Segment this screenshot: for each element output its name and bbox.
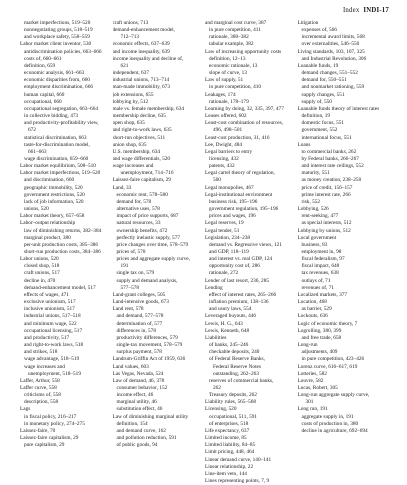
index-subentry: craft unions, 517	[24, 270, 60, 277]
index-column-2	[113, 20, 206, 476]
index-column-1	[20, 20, 113, 476]
index-subentry: and demand, 577–578	[116, 313, 164, 320]
index-entry: Linear relationship, 22	[205, 463, 254, 470]
index-entry: Lending	[205, 284, 223, 291]
index-entry: Line-item veto, 144	[205, 470, 247, 477]
index-subentry: reserves of commercial banks,	[209, 377, 274, 384]
index-entry: Leases offered, 602	[205, 113, 247, 120]
index-entry: Laissez-faire capitalism, 29	[112, 177, 171, 184]
index-entry: Leveraged buyouts, 446	[205, 313, 257, 320]
index-entry: Legal-institutional environment	[205, 191, 273, 198]
index-subentry: as barrier, 529	[301, 306, 332, 313]
index-subentry: 577–578	[120, 284, 140, 291]
index-subentry: in monetary policy, 274–275	[24, 420, 85, 427]
index-entry: industrial unions, 713–714	[112, 77, 170, 84]
index-subentry: single-tax movement, 578–579	[116, 342, 183, 349]
index-entry: Local government	[297, 234, 337, 241]
index-subentry: of Federal Reserve Banks,	[209, 356, 265, 363]
index-subentry: fiscal federalism, 97	[301, 256, 345, 263]
index-subentry: adjustments, 409	[301, 349, 338, 356]
index-entry: Legal reserves, 19	[205, 220, 244, 227]
index-entry: Land rent, 578	[112, 306, 144, 313]
index-subentry: maturity, 551	[301, 170, 330, 177]
index-entry: Labor–output relationship	[20, 220, 76, 227]
index-entry: male vs. female membership, 634	[112, 105, 184, 112]
index-subentry: description, 558	[24, 399, 59, 406]
index-entry: Linear demand curve, 140–141	[205, 456, 272, 463]
index-subentry: market imperfections, 519–520	[24, 20, 91, 26]
index-subentry: and discrimination, 660	[24, 177, 75, 184]
index-entry: Labor unions, 520	[20, 256, 59, 263]
index-subentry: economic disparities from, 660	[24, 77, 90, 84]
index-subentry: of public goods, 94	[116, 442, 158, 449]
index-subentry: and workplace safety, 558–559	[24, 34, 90, 41]
index-subentry: occupational, 511, 591	[209, 413, 258, 420]
index-subentry: to commercial banks, 262	[301, 148, 357, 155]
index-subentry: and minimum wage, 522	[24, 320, 77, 327]
index-subentry: government restrictions, 520	[24, 191, 85, 198]
index-entry: Litigation	[297, 20, 319, 26]
page-number: INDI-17	[363, 7, 389, 14]
index-subentry: taste-for-discrimination model,	[24, 141, 90, 148]
index-subentry: in pure competition, 410	[209, 84, 262, 91]
index-subentry: supply and demand analysis,	[116, 277, 178, 284]
index-entry: Life expectancy, 637	[205, 427, 250, 434]
index-entry: man-made immobility, 673	[112, 84, 170, 91]
index-subentry: occupational segregation, 663–664	[24, 105, 98, 112]
index-subentry: statistical discrimination, 663	[24, 134, 87, 141]
index-entry: Limited income, 85	[205, 435, 247, 442]
index-entry: Limited liability, 84–85	[205, 442, 256, 449]
index-subentry: closed shop, 518	[24, 263, 60, 270]
index-entry: job extensions, 655	[112, 91, 154, 98]
index-entry: union shop, 635	[112, 141, 147, 148]
index-entry: U.S. membership, 634	[112, 148, 161, 155]
index-subentry: productivity differences, 579	[116, 334, 178, 341]
index-entry: wage increases and	[112, 163, 154, 170]
index-subentry: in fiscal policy, 216–217	[24, 413, 77, 420]
index-subentry: prices of, 578	[116, 249, 146, 255]
index-entry: Logic of economic theory, 7	[297, 320, 358, 327]
index-subentry: occupational, 660	[24, 98, 62, 105]
index-entry: demand-enhancement model,	[112, 27, 175, 34]
index-entry: Lender of last resort, 236, 285	[205, 277, 269, 284]
index-subentry: tabular example, 382	[209, 41, 254, 48]
index-subentry: risk, 552	[301, 198, 321, 205]
index-entry: Law of demand, 46, 378	[112, 377, 165, 384]
index-entry: Lewis, Kenneth, 648	[205, 327, 250, 334]
index-subentry: domestic focus, 551	[301, 120, 345, 127]
index-entry: Law of diminishing marginal utility	[112, 413, 189, 420]
index-entry: Laissez-faire, 70	[20, 427, 56, 434]
index-entry: income inequality and decline of,	[112, 55, 184, 62]
index-subentry: occupational licensing, 517	[24, 327, 83, 334]
index-subentry: and demand curve, 162	[116, 427, 166, 434]
index-entry: Laffer, Arthur, 558	[20, 377, 60, 384]
index-entry: Liability rules, 565–568	[205, 399, 257, 406]
index-subentry: prices and aggregate supply curve,	[116, 256, 190, 263]
index-subentry: and nonmarket rationing, 559	[301, 84, 365, 91]
index-entry: Land-intensive goods, 673	[112, 299, 169, 306]
index-subentry: rationale, 272	[209, 270, 239, 277]
index-entry: lobbying by, 512	[112, 98, 149, 105]
index-subentry: geographic immobility, 520	[24, 184, 83, 191]
index-subentry: patents, 432	[209, 163, 235, 170]
index-column-3	[205, 20, 298, 484]
header-title: Index	[342, 7, 360, 14]
index-subentry: in pure competition, 423–426	[301, 356, 365, 363]
running-header	[343, 7, 389, 14]
index-subentry: economic rationale, 13	[209, 62, 258, 69]
index-entry: Long-run aggregate supply curve,	[297, 392, 370, 399]
index-subentry: of enterprises, 518	[209, 420, 249, 427]
index-entry: Logrolling, 380, 399	[297, 327, 342, 334]
index-entry: Las Vegas, Nevada, 524	[112, 370, 164, 377]
index-subentry: unions, 520	[24, 206, 49, 213]
index-subentry: definition, 154	[116, 420, 148, 427]
index-subentry: employment in, 98	[301, 249, 342, 255]
index-subentry: consumer behavior, 152	[116, 384, 168, 391]
index-subentry: wage increases and	[24, 363, 65, 370]
index-subentry: checkable deposits, 240	[209, 349, 260, 356]
index-subentry: price of credit, 156–157	[301, 184, 353, 191]
index-subentry: wage advantage, 518–519	[24, 356, 80, 363]
index-subentry: opportunity cost of, 286	[209, 263, 260, 270]
index-subentry: per-unit production costs, 385–386	[24, 241, 99, 248]
index-entry: economic effects, 637–639	[112, 41, 170, 48]
index-entry: and marginal cost curve, 387	[205, 20, 267, 26]
index-entry: Lines representing points, 7, 9	[205, 478, 270, 484]
index-subentry: alternative uses, 578	[116, 206, 160, 213]
index-subentry: economic analysis, 661–663	[24, 70, 85, 77]
index-subentry: and pollution reduction, 591	[116, 435, 177, 442]
index-subentry: effect of interest rates, 265–266	[209, 291, 277, 298]
index-subentry: prices and wages, 196	[209, 213, 256, 220]
index-entry: Licensing, 520	[205, 406, 237, 413]
index-entry: Loans	[297, 141, 311, 148]
index-subentry: 301	[305, 399, 314, 406]
index-subentry: definition, 19	[301, 113, 331, 120]
index-entry: Land-grant colleges, 505	[112, 291, 166, 298]
index-subentry: and productivity, 517	[24, 334, 70, 341]
index-subentry: business, 83	[301, 241, 328, 248]
index-entry: Law of supply, 51	[205, 77, 244, 84]
index-subentry: demand for, 550–551	[301, 77, 347, 84]
index-subentry: expenses of, 566	[301, 27, 337, 34]
index-entry: Limit pricing, 448, 464	[205, 449, 255, 456]
index-entry: Landrum-Griffin Act of 1959, 636	[112, 356, 186, 363]
index-entry: craft unions, 713	[112, 20, 149, 26]
index-entry: Loanable funds theory of interest rates	[297, 105, 380, 112]
index-subentry: Federal Reserve Notes	[213, 363, 261, 370]
index-entry: Lockouts, 636	[297, 313, 328, 320]
index-entry: Louvre, 582	[297, 377, 324, 384]
index-subentry: and strikes, 518	[24, 349, 58, 356]
index-subentry: supply changes, 551	[301, 91, 345, 98]
index-entry: open shop, 635	[112, 120, 145, 127]
index-subentry: fiscal impact, 648	[301, 263, 340, 270]
index-subentry: law of diminishing returns, 382–384	[24, 227, 102, 234]
index-subentry: exclusive unionism, 517	[24, 299, 76, 306]
index-subentry: incremental award limits, 568	[301, 34, 365, 41]
index-subentry: in collective bidding, 473	[24, 113, 79, 120]
index-subentry: 560	[213, 177, 221, 184]
index-subentry: economic rent, 578–580	[116, 191, 168, 198]
index-entry: Labor market theory, 657–658	[20, 213, 85, 220]
index-entry: Long-run	[297, 342, 318, 349]
index-subentry: differences in, 578	[116, 327, 156, 334]
index-entry: Laissez-faire capitalism, 29	[20, 435, 79, 442]
index-subentry: costs of, 660–661	[24, 55, 62, 62]
index-entry: Land, 33	[112, 184, 132, 191]
index-subentry: revenues of, 71	[301, 284, 335, 291]
index-entry: Long run, 191	[297, 406, 328, 413]
index-subentry: definition, 12–13	[209, 55, 246, 62]
index-subentry: rationale, 178–179	[209, 98, 249, 105]
index-subentry: surplus payment, 578	[116, 349, 162, 356]
index-subentry: 191	[120, 263, 129, 270]
index-subentry: unemployment, 518–519	[28, 370, 81, 377]
index-subentry: prime interest rate, 266	[301, 191, 351, 198]
index-subentry: of banks, 245–246	[209, 342, 249, 349]
index-subentry: decline in, 470	[24, 277, 56, 284]
index-subentry: aggregate supply in, 191	[301, 413, 354, 420]
index-subentry: effects of wages, 471	[24, 291, 69, 298]
index-subentry: over externalities, 546–550	[301, 41, 360, 48]
index-subentry: and GDP, 118–119	[209, 249, 249, 255]
index-subentry: 621	[120, 62, 129, 69]
index-entry: membership decline, 635	[112, 113, 166, 120]
index-subentry: and productivity-profitability view,	[24, 120, 99, 127]
index-subentry: 661–663	[28, 148, 47, 155]
index-subentry: impact of price supports, 687	[116, 213, 179, 220]
index-subentry: and free trade, 658	[301, 334, 342, 341]
index-subentry: outlays of, 71	[301, 277, 331, 284]
index-subentry: and interest vs. real GDP, 124	[209, 256, 273, 263]
index-subentry: decline in agriculture, 692–694	[301, 427, 368, 434]
index-entry: Land values, 603	[112, 363, 149, 370]
index-subentry: as money creation, 238–250	[301, 177, 362, 184]
index-subentry: wage discrimination, 659–660	[24, 155, 89, 162]
index-subentry: demand for, 578	[116, 198, 152, 205]
index-entry: Labor market equilibrium, 508–510	[20, 163, 96, 170]
index-subentry: ownership benefits, 472	[116, 227, 168, 234]
index-entry: Lewis, H. G., 643	[205, 320, 243, 327]
index-subentry: natural resources, 33	[116, 220, 161, 227]
index-subentry: 672	[28, 127, 36, 134]
index-entry: Learning by doing, 32, 335, 397, 477	[205, 105, 284, 112]
index-subentry: tax revenues, 638	[301, 270, 339, 277]
index-entry: Lags	[20, 406, 31, 413]
index-subentry: 496, 498–501	[213, 127, 243, 134]
index-entry: independent, 637	[112, 70, 149, 77]
index-subentry: pure capitalism, 29	[24, 442, 65, 449]
index-entry: Leakages, 174	[205, 91, 236, 98]
index-subentry: licensing, 432	[209, 155, 239, 162]
index-entry: Lotteries, 582	[297, 370, 327, 377]
index-subentry: demand vs. Regressive views, 121	[209, 241, 282, 248]
index-subentry: slope of curve, 13	[209, 70, 247, 77]
index-subentry: demand-enhancement model, 517	[24, 284, 96, 291]
index-entry: short-run objectives, 511	[112, 134, 166, 141]
index-entry: Law of increasing opportunity costs	[205, 48, 282, 55]
index-subentry: 262	[213, 384, 221, 391]
index-subentry: employment discrimination, 666	[24, 84, 93, 91]
index-subentry: human capital, 660	[24, 91, 65, 98]
index-subentry: rent-seeking, 477	[301, 213, 339, 220]
index-subentry: inflation premium, 138–136	[209, 299, 269, 306]
index-subentry: perfectly inelastic supply, 577	[116, 234, 180, 241]
index-subentry: and usury laws, 554	[209, 306, 252, 313]
index-subentry: definition, 659	[24, 62, 56, 69]
index-subentry: nonnegotiating groups, 518–519	[24, 27, 93, 34]
index-subentry: rationale, 380–382	[209, 34, 249, 41]
index-subentry: substitution effect, 46	[116, 406, 163, 413]
index-subentry: 712–713	[120, 34, 140, 41]
index-subentry: by Federal banks, 266–267	[301, 155, 359, 162]
index-entry: Labor market imperfections, 519–520	[20, 170, 101, 177]
index-subentry: determination of, 577	[116, 320, 163, 327]
index-subentry: price changes over time, 578–579	[116, 241, 189, 248]
index-column-4	[298, 20, 391, 476]
index-subentry: and Industrial Revolution, 306	[301, 55, 367, 62]
index-entry: and income inequality, 639	[112, 48, 170, 55]
index-entry: Legal monopolies, 467	[205, 184, 254, 191]
index-entry: and right-to-work laws, 635	[112, 127, 172, 134]
index-entry: Lee, Dwight, 484	[205, 141, 243, 148]
index-subentry: unemployment, 714–716	[120, 170, 174, 177]
index-subentry: marginal product, 380	[24, 234, 71, 241]
index-entry: Lorenz curve, 616–617, 619	[297, 363, 358, 370]
index-subentry: marginal utility, 46	[116, 399, 157, 406]
index-subentry: short-run production costs, 384–386	[24, 249, 101, 255]
index-subentry: and right-to-work laws, 518	[24, 342, 84, 349]
index-subentry: costs of production in, 380	[301, 420, 359, 427]
index-subentry: single tax on, 579	[116, 270, 155, 277]
index-subentry: international focus, 551	[301, 134, 352, 141]
index-entry: Legal cartel theory of regulation,	[205, 170, 275, 177]
index-entry: Localized markets, 377	[297, 291, 348, 298]
index-entry: Liabilities	[205, 334, 227, 341]
index-subentry: lack of job information, 520	[24, 198, 84, 205]
index-subentry: criticisms of, 558	[24, 392, 61, 399]
index-subentry: outstanding, 262–263	[213, 370, 259, 377]
index-entry: Legal barriers to entry	[205, 148, 253, 155]
index-entry: Lobbying, 526	[297, 206, 329, 213]
index-entry: Least-cost production, 31, 416	[205, 134, 270, 141]
index-subentry: income effect, 46	[116, 392, 154, 399]
index-entry: Loanable funds, 19	[297, 62, 339, 69]
index-entry: Legal tender, 51	[205, 227, 240, 234]
index-entry: Living standards, 103, 107, 325	[297, 48, 365, 55]
index-subentry: as special interests, 512	[301, 220, 352, 227]
index-subentry: supply of, 550	[301, 98, 332, 105]
index-subentry: business risk, 195–196	[209, 198, 258, 205]
index-subentry: industrial unions, 517–518	[24, 313, 81, 320]
index-entry: Location, 468	[297, 299, 327, 306]
index-entry: Least-cost combination of resources,	[205, 120, 283, 127]
index-entry: Laffer curve, 558	[20, 384, 57, 391]
index-subentry: in pure competition, 411	[209, 27, 261, 34]
index-entry: Lobbying by unions, 512	[297, 227, 351, 234]
index-entry: Legislation, 234–238	[205, 234, 251, 241]
index-entry: Labor market client inventor, 530	[20, 41, 92, 48]
index-subentry: and interest rate ceilings, 552	[301, 163, 364, 170]
index-subentry: government regulation, 195–196	[209, 206, 279, 213]
index-entry: and wage differentials, 520	[112, 155, 171, 162]
index-subentry: government, 552	[301, 127, 338, 134]
index-subentry: Treasury deposits, 262	[209, 392, 257, 399]
index-subentry: antidiscrimination policies, 663–666	[24, 48, 102, 55]
index-subentry: inclusive unionism, 517	[24, 306, 75, 313]
index-entry: Lucas, Robert, 305	[297, 384, 338, 391]
index-subentry: demand changes, 551–552	[301, 70, 358, 77]
index-columns	[20, 20, 390, 484]
